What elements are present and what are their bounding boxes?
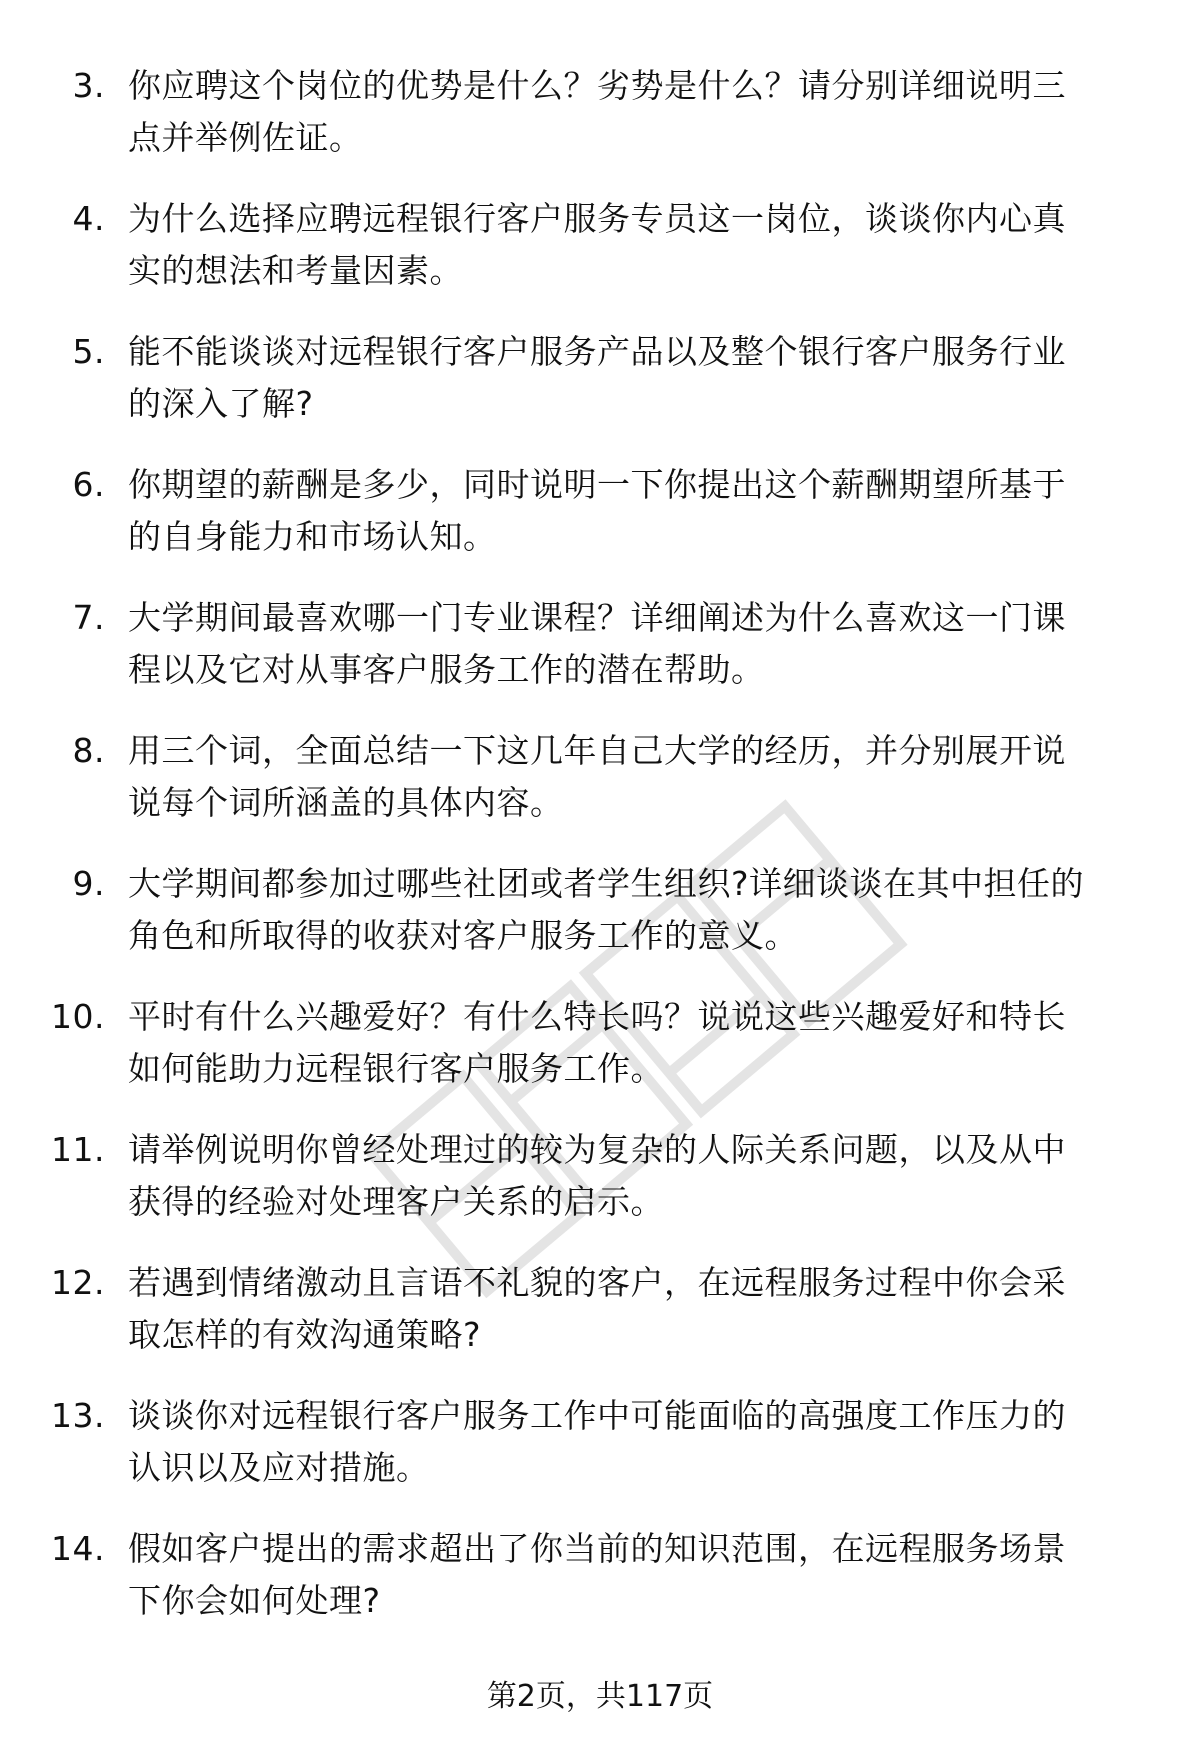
question-item <box>0 858 1200 962</box>
question-text: 假如客户提出的需求超出了你当前的知识范围，在远程服务场景下你会如何处理? <box>128 1529 1066 1620</box>
question-item <box>0 326 1200 430</box>
question-item <box>0 60 1200 164</box>
question-text: 平时有什么兴趣爱好？有什么特长吗？说说这些兴趣爱好和特长如何能助力远程银行客户服务工作。 <box>128 997 1066 1088</box>
question-item <box>0 1523 1200 1627</box>
question-text: 大学期间最喜欢哪一门专业课程？详细阐述为什么喜欢这一门课程以及它对从事客户服务工作的潜在帮助。 <box>128 598 1066 689</box>
question-text: 为什么选择应聘远程银行客户服务专员这一岗位，谈谈你内心真实的想法和考量因素。 <box>128 199 1066 290</box>
question-number: 4. <box>72 199 105 238</box>
question-number: 8. <box>72 731 105 770</box>
question-text: 你应聘这个岗位的优势是什么？劣势是什么？请分别详细说明三点并举例佐证。 <box>128 66 1066 157</box>
question-text: 用三个词，全面总结一下这几年自己大学的经历，并分别展开说说每个词所涵盖的具体内容。 <box>128 731 1066 822</box>
question-item <box>0 459 1200 563</box>
question-text: 谈谈你对远程银行客户服务工作中可能面临的高强度工作压力的认识以及应对措施。 <box>128 1396 1066 1487</box>
question-number: 9. <box>72 864 105 903</box>
page-number-footer: 第2页，共117页 <box>486 1679 714 1714</box>
question-number: 11. <box>51 1130 105 1169</box>
question-number: 13. <box>51 1396 105 1435</box>
question-text: 请举例说明你曾经处理过的较为复杂的人际关系问题，以及从中获得的经验对处理客户关系的启示。 <box>128 1130 1066 1221</box>
question-number: 14. <box>51 1529 105 1568</box>
question-number: 6. <box>72 465 105 504</box>
question-number: 10. <box>51 997 105 1036</box>
question-number: 3. <box>72 66 105 105</box>
question-item <box>0 1257 1200 1361</box>
question-text: 若遇到情绪激动且言语不礼貌的客户，在远程服务过程中你会采取怎样的有效沟通策略? <box>128 1263 1066 1354</box>
question-text: 你期望的薪酬是多少，同时说明一下你提出这个薪酬期望所基于的自身能力和市场认知。 <box>128 465 1066 556</box>
question-item <box>0 725 1200 829</box>
question-item <box>0 1390 1200 1494</box>
question-text: 能不能谈谈对远程银行客户服务产品以及整个银行客户服务行业的深入了解? <box>128 332 1066 423</box>
question-number: 12. <box>51 1263 105 1302</box>
question-item <box>0 592 1200 696</box>
question-list <box>0 60 1200 1656</box>
question-number: 7. <box>72 598 105 637</box>
question-number: 5. <box>72 332 105 371</box>
question-item <box>0 1124 1200 1228</box>
question-item <box>0 193 1200 297</box>
question-item <box>0 991 1200 1095</box>
question-text: 大学期间都参加过哪些社团或者学生组织?详细谈谈在其中担任的角色和所取得的收获对客户服务工作的意义。 <box>128 864 1085 955</box>
